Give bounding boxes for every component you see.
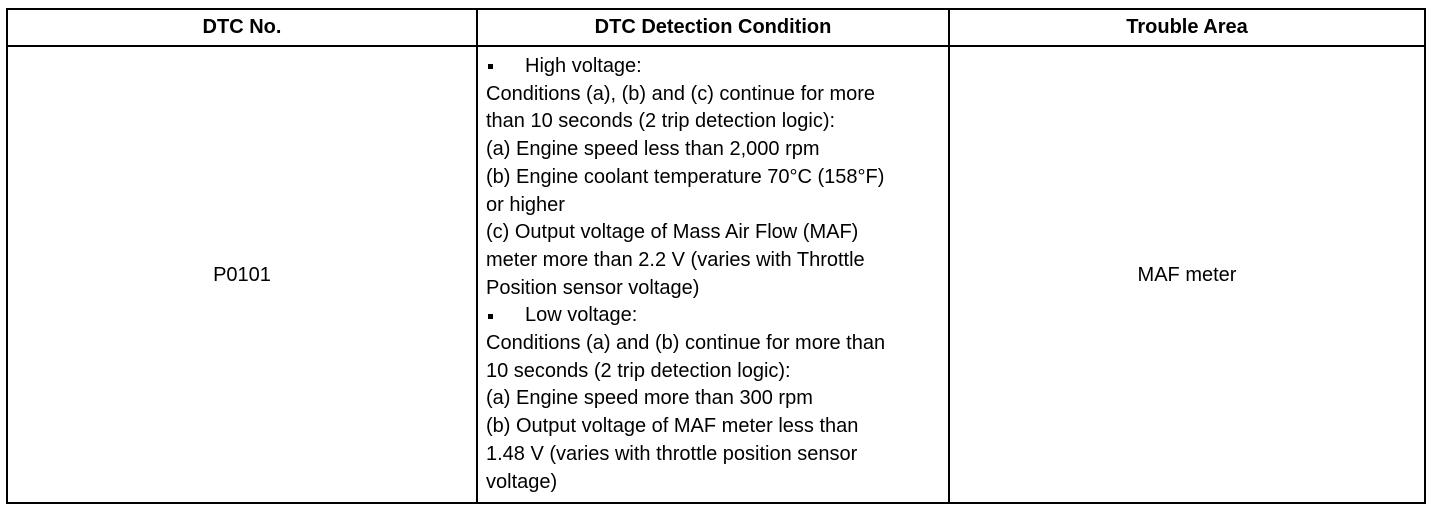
condition-line: (b) Output voltage of MAF meter less than — [486, 415, 859, 438]
header-trouble-area: Trouble Area — [949, 10, 1424, 46]
condition-line: Conditions (a), (b) and (c) continue for more — [486, 82, 876, 105]
table-header-row — [8, 10, 1424, 46]
detection-condition-cell — [477, 46, 949, 504]
condition-line: (a) Engine speed less than 2,000 rpm — [486, 138, 820, 161]
header-dtc-no: DTC No. — [8, 10, 477, 46]
condition-line: or higher — [486, 193, 565, 216]
high-voltage-heading — [486, 53, 940, 81]
condition-line: (a) Engine speed more than 300 rpm — [486, 387, 813, 410]
bullet-icon — [488, 314, 493, 319]
dtc-table-frame — [6, 8, 1426, 504]
dtc-table — [8, 10, 1424, 504]
dtc-no-cell: P0101 — [8, 46, 477, 504]
condition-line: voltage) — [486, 470, 558, 493]
condition-line: 1.48 V (varies with throttle position sensor — [486, 442, 858, 465]
table-row — [8, 46, 1424, 504]
condition-line: (b) Engine coolant temperature 70°C (158°F) — [486, 165, 885, 188]
high-voltage-title: High voltage: — [525, 55, 642, 77]
condition-line: meter more than 2.2 V (varies with Throttle — [486, 248, 865, 271]
low-voltage-heading — [486, 302, 940, 330]
bullet-icon — [488, 64, 493, 69]
trouble-area-cell: MAF meter — [1137, 264, 1237, 287]
condition-line: than 10 seconds (2 trip detection logic): — [486, 110, 836, 133]
header-detection-condition: DTC Detection Condition — [477, 10, 949, 46]
condition-line: Position sensor voltage) — [486, 276, 700, 299]
condition-line: 10 seconds (2 trip detection logic): — [486, 359, 791, 382]
condition-line: Conditions (a) and (b) continue for more than — [486, 332, 886, 355]
condition-line: (c) Output voltage of Mass Air Flow (MAF) — [486, 221, 859, 244]
low-voltage-title: Low voltage: — [525, 304, 638, 327]
